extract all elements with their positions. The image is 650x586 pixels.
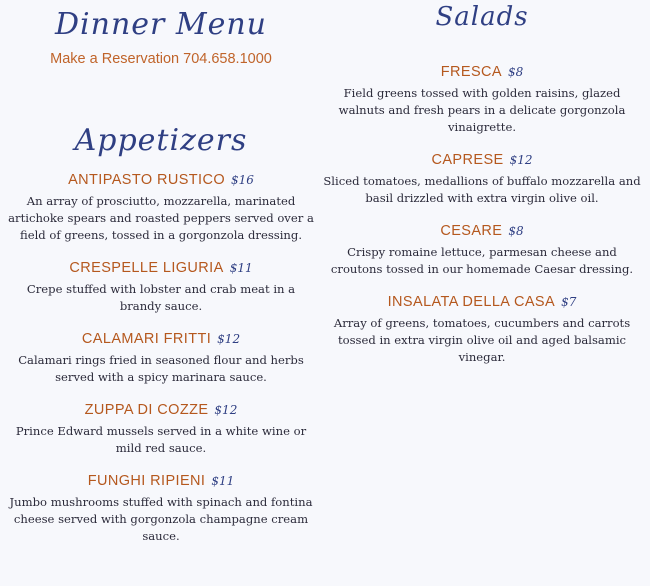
menu-item-caprese bbox=[322, 150, 642, 207]
item-price: $11 bbox=[211, 474, 235, 488]
item-name: FRESCA bbox=[440, 64, 502, 80]
item-name: CRESPELLE LIGURIA bbox=[69, 260, 224, 276]
menu-item-fresca bbox=[322, 62, 642, 136]
item-price: $12 bbox=[509, 153, 533, 167]
salads-heading: Salads bbox=[435, 2, 529, 32]
item-price: $8 bbox=[508, 224, 524, 238]
item-price: $12 bbox=[214, 403, 238, 417]
right-column bbox=[322, 0, 642, 366]
item-name: CALAMARI FRITTI bbox=[81, 331, 212, 347]
item-price: $8 bbox=[507, 65, 524, 79]
menu-item-insalata-della-casa bbox=[322, 292, 642, 366]
item-price: $7 bbox=[561, 295, 577, 309]
menu-item-crespelle-liguria bbox=[8, 258, 314, 315]
item-name: ZUPPA DI COZZE bbox=[84, 402, 209, 418]
item-name: INSALATA DELLA CASA bbox=[387, 294, 556, 310]
item-description: Jumbo mushrooms stuffed with spinach and fontina cheese served with gorgonzola champagne cream sauce. bbox=[9, 495, 313, 543]
item-description: An array of prosciutto, mozzarella, marinated artichoke spears and roasted peppers served over a field of greens, tossed in a gorgonzola dressing. bbox=[8, 194, 314, 242]
reservation-line[interactable]: Make a Reservation 704.658.1000 bbox=[50, 51, 272, 67]
item-name: ANTIPASTO RUSTICO bbox=[68, 172, 225, 188]
item-description: Prince Edward mussels served in a white wine or mild red sauce. bbox=[15, 424, 307, 455]
menu-item-antipasto-rustico bbox=[8, 170, 314, 244]
appetizers-heading: Appetizers bbox=[74, 123, 248, 158]
left-column bbox=[8, 0, 314, 545]
item-description: Calamari rings fried in seasoned flour and herbs served with a spicy marinara sauce. bbox=[18, 353, 304, 384]
item-description: Crepe stuffed with lobster and crab meat in a brandy sauce. bbox=[26, 282, 296, 313]
item-price: $11 bbox=[229, 261, 253, 275]
menu-item-zuppa-di-cozze bbox=[8, 400, 314, 457]
item-price: $16 bbox=[231, 173, 254, 187]
item-name: FUNGHI RIPIENI bbox=[87, 473, 206, 489]
menu-title: Dinner Menu bbox=[54, 7, 268, 42]
item-description: Array of greens, tomatoes, cucumbers and carrots tossed in extra virgin olive oil and aged balsamic vinegar. bbox=[333, 316, 631, 364]
item-name: CESARE bbox=[440, 223, 503, 239]
menu-item-funghi-ripieni bbox=[8, 471, 314, 545]
menu-item-cesare bbox=[322, 221, 642, 278]
item-description: Field greens tossed with golden raisins, glazed walnuts and fresh pears in a delicate gorgonzola vinaigrette. bbox=[338, 86, 626, 134]
menu-item-calamari-fritti bbox=[8, 329, 314, 386]
item-price: $12 bbox=[217, 332, 241, 346]
item-description: Crispy romaine lettuce, parmesan cheese and croutons tossed in our homemade Caesar dressing. bbox=[330, 245, 634, 276]
item-name: CAPRESE bbox=[431, 152, 504, 168]
item-description: Sliced tomatoes, medallions of buffalo mozzarella and basil drizzled with extra virgin olive oil. bbox=[323, 174, 641, 205]
